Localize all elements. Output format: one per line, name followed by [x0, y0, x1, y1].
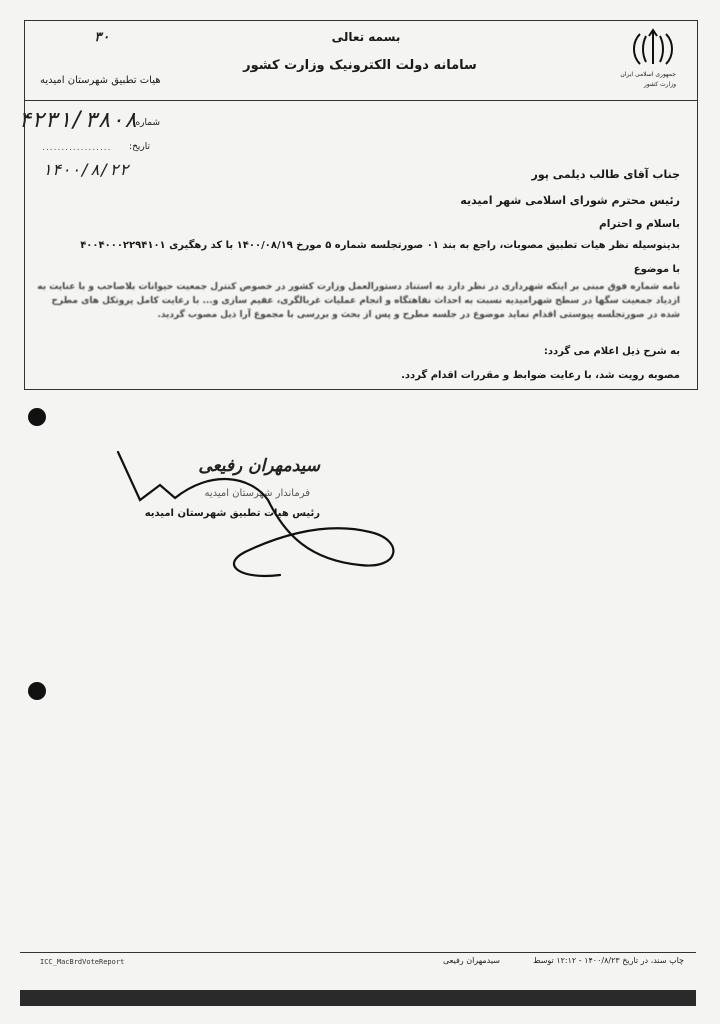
svg-text:وزارت کشور: وزارت کشور: [643, 81, 676, 88]
report-code: ICC_MacBrdVoteReport: [40, 958, 125, 966]
signatory-name: سیدمهران رفیعی: [198, 456, 320, 476]
recipient-title: رئیس محترم شورای اسلامی شهر امیدیه: [460, 194, 680, 207]
footer-divider: [20, 952, 696, 953]
handwritten-signature: [100, 440, 410, 590]
subject-line-1: نامه شماره فوق مبنی بر اینکه شهرداری در نظر دارد به استناد دستورالعمل وزارت کشور در خصوص کنترل جمعیت حیوانات بلاصاحب و با عنایت به: [37, 282, 680, 292]
recipient-name: جناب آقای طالب دیلمی پور: [531, 168, 680, 181]
punch-hole-top: [28, 408, 46, 426]
department-name: هیات تطبیق شهرستان امیدیه: [40, 75, 161, 86]
emblem-logo: [618, 24, 688, 94]
letter-date-label: تاریخ:: [129, 142, 150, 152]
stray-mark: ۳۰: [94, 30, 110, 45]
header-divider: [24, 100, 698, 101]
subject-line-2: ازدیاد جمعیت سگها در سطح شهرامیدیه نسبت به احداث نقاهتگاه و انجام عملیات غربالگری، عقیم سازی و... با رعایت کامل پروتکل های مطرح: [51, 296, 680, 306]
punch-hole-bottom: [28, 682, 46, 700]
announce-label: به شرح ذیل اعلام می گردد:: [543, 346, 680, 357]
date-dotted-line: ..................: [42, 143, 112, 153]
scan-bottom-bar: [20, 990, 696, 1006]
letter-number-label: شماره:: [132, 118, 160, 128]
system-title: سامانه دولت الکترونیک وزارت کشور: [243, 58, 477, 73]
signatory-role: فرماندار شهرستان امیدیه: [204, 488, 310, 499]
letter-date-value: ۱۴۰۰/۸/۲۲: [42, 160, 129, 179]
svg-text:جمهوری اسلامی ایران: جمهوری اسلامی ایران: [620, 71, 676, 78]
letter-number-value: ۴۲۳۱/۳۸۰۸: [18, 108, 138, 133]
subject-line-3: شده در صورتجلسه پیوستی اقدام نماید موضوع در جلسه مطرح و پس از بحث و بررسی با مجموع آرا ذیل مصوب گردید.: [157, 310, 680, 320]
subject-label: با موضوع: [633, 264, 680, 275]
footer-print-info: چاپ سند، در تاریخ ۱۴۰۰/۸/۲۳ - ۱۲:۱۲ توسط: [533, 956, 684, 965]
invocation-text: بسمه تعالی: [331, 30, 401, 44]
signatory-position: رئیس هیات تطبیق شهرستان امیدیه: [144, 508, 320, 519]
greeting: باسلام و احترام: [599, 218, 680, 230]
footer-signer: سیدمهران رفیعی: [443, 956, 500, 965]
reference-line: بدینوسیله نظر هیات تطبیق مصوبات، راجع به بند ۰۱ صورتجلسه شماره ۵ مورخ ۱۴۰۰/۰۸/۱۹ با کد رهگیری ۴۰۰۴۰۰۰۲۲۹۴۱۰۱: [80, 240, 680, 251]
decision-text: مصوبه رویت شد، با رعایت ضوابط و مقررات اقدام گردد.: [401, 370, 680, 381]
